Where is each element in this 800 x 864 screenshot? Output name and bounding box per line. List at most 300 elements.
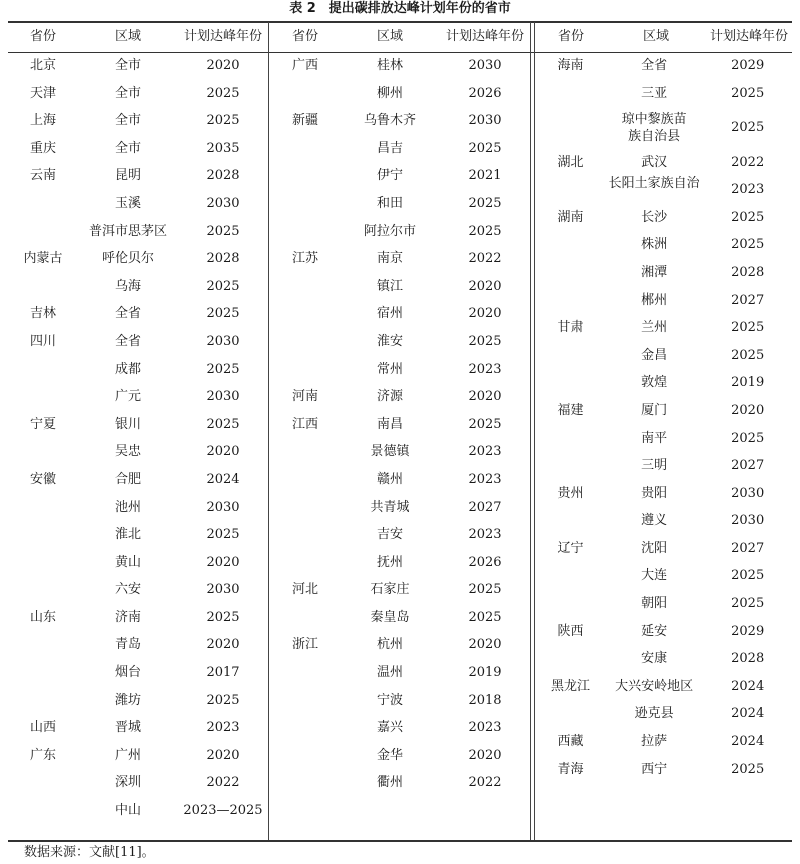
table-row bbox=[270, 190, 530, 218]
header-province: 省份 bbox=[29, 29, 56, 44]
year-cell: 2025 bbox=[731, 237, 765, 253]
year-cell: 2030 bbox=[206, 582, 240, 598]
table-row bbox=[270, 162, 530, 190]
year-cell: 2020 bbox=[206, 554, 240, 570]
province-cell bbox=[270, 218, 340, 246]
table-row bbox=[270, 769, 530, 797]
table-row bbox=[270, 494, 530, 522]
year-cell: 2026 bbox=[468, 554, 502, 570]
region-cell: 敦煌 bbox=[641, 375, 668, 391]
year-cell: 2020 bbox=[731, 402, 765, 418]
table-row bbox=[270, 742, 530, 770]
year-cell: 2022 bbox=[206, 775, 240, 791]
region-cell: 中山 bbox=[114, 803, 141, 819]
province-cell bbox=[8, 659, 78, 687]
year-cell: 2024 bbox=[731, 678, 765, 694]
region-cell: 广州 bbox=[114, 747, 141, 763]
year-cell: 2030 bbox=[206, 499, 240, 515]
province-cell: 贵州 bbox=[557, 485, 584, 501]
province-cell bbox=[536, 231, 605, 259]
region-cell: 晋城 bbox=[114, 720, 141, 736]
table-row bbox=[8, 714, 268, 742]
table-panel-1 bbox=[8, 24, 268, 825]
region-cell: 成都 bbox=[114, 361, 141, 377]
year-cell: 2025 bbox=[731, 85, 765, 101]
table-body bbox=[536, 52, 792, 783]
table-row bbox=[270, 80, 530, 108]
year-cell: 2020 bbox=[206, 747, 240, 763]
region-cell: 沈阳 bbox=[641, 540, 668, 556]
region-cell: 金昌 bbox=[641, 347, 668, 363]
table-row bbox=[270, 604, 530, 632]
year-cell: 2025 bbox=[731, 761, 765, 777]
year-cell: 2025 bbox=[206, 609, 240, 625]
year-cell: 2025 bbox=[206, 223, 240, 239]
province-cell bbox=[270, 80, 340, 108]
province-cell bbox=[8, 356, 78, 384]
table-row bbox=[536, 52, 792, 80]
table-row bbox=[270, 521, 530, 549]
table-row bbox=[536, 618, 792, 646]
table-row bbox=[270, 218, 530, 246]
table-row bbox=[536, 342, 792, 370]
province-cell bbox=[270, 273, 340, 301]
year-cell: 2025 bbox=[206, 692, 240, 708]
year-cell: 2027 bbox=[468, 499, 502, 515]
year-cell: 2030 bbox=[206, 389, 240, 405]
region-cell: 安康 bbox=[641, 651, 668, 667]
header-row bbox=[8, 24, 268, 52]
region-cell: 湘潭 bbox=[641, 264, 668, 280]
year-cell: 2025 bbox=[206, 416, 240, 432]
year-cell: 2025 bbox=[468, 416, 502, 432]
year-cell: 2030 bbox=[731, 513, 765, 529]
region-cell: 济南 bbox=[114, 609, 141, 625]
table-row bbox=[536, 590, 792, 618]
year-cell: 2025 bbox=[468, 333, 502, 349]
year-cell: 2030 bbox=[206, 333, 240, 349]
table-row bbox=[8, 273, 268, 301]
year-cell: 2023 bbox=[468, 527, 502, 543]
year-cell: 2025 bbox=[731, 596, 765, 612]
province-cell bbox=[270, 190, 340, 218]
province-cell bbox=[270, 328, 340, 356]
region-text: 琼中黎族苗族自治县 bbox=[621, 111, 687, 144]
region-cell: 吉安 bbox=[376, 527, 403, 543]
region-cell: 深圳 bbox=[114, 775, 141, 791]
province-cell bbox=[270, 438, 340, 466]
region-cell: 烟台 bbox=[114, 665, 141, 681]
table-row bbox=[8, 769, 268, 797]
province-cell bbox=[536, 287, 605, 315]
region-cell: 济源 bbox=[376, 389, 403, 405]
region-cell: 遵义 bbox=[641, 513, 668, 529]
table-row bbox=[536, 176, 792, 204]
header-region: 区域 bbox=[114, 29, 141, 44]
header-row bbox=[536, 24, 792, 52]
year-cell: 2025 bbox=[468, 195, 502, 211]
table-row bbox=[536, 452, 792, 480]
region-cell: 金华 bbox=[376, 747, 403, 763]
province-cell bbox=[270, 714, 340, 742]
table-row bbox=[536, 480, 792, 508]
table-row bbox=[536, 204, 792, 232]
table-row bbox=[270, 383, 530, 411]
year-cell: 2020 bbox=[206, 637, 240, 653]
province-cell bbox=[536, 176, 605, 204]
table-row bbox=[536, 314, 792, 342]
year-cell: 2020 bbox=[468, 637, 502, 653]
region-cell: 昆明 bbox=[114, 168, 141, 184]
header-year: 计划达峰年份 bbox=[445, 29, 524, 44]
year-cell: 2019 bbox=[468, 665, 502, 681]
column-divider-right bbox=[530, 22, 531, 840]
year-cell: 2022 bbox=[468, 251, 502, 267]
year-cell: 2025 bbox=[731, 209, 765, 225]
year-cell: 2035 bbox=[206, 140, 240, 156]
table-row bbox=[270, 328, 530, 356]
year-cell: 2025 bbox=[206, 361, 240, 377]
province-cell bbox=[8, 576, 78, 604]
year-cell: 2028 bbox=[206, 251, 240, 267]
province-cell bbox=[270, 549, 340, 577]
province-cell: 西藏 bbox=[557, 734, 584, 750]
table-row bbox=[8, 245, 268, 273]
year-cell: 2020 bbox=[468, 747, 502, 763]
province-cell bbox=[8, 631, 78, 659]
province-cell: 福建 bbox=[557, 402, 584, 418]
table-row bbox=[8, 190, 268, 218]
table-panel-2 bbox=[270, 24, 530, 797]
table-row bbox=[8, 162, 268, 190]
region-cell: 青岛 bbox=[114, 637, 141, 653]
region-cell: 西宁 bbox=[641, 761, 668, 777]
year-cell: 2025 bbox=[206, 113, 240, 129]
province-cell bbox=[8, 494, 78, 522]
province-cell bbox=[536, 645, 605, 673]
region-cell: 乌海 bbox=[114, 278, 141, 294]
region-cell: 抚州 bbox=[376, 554, 403, 570]
region-cell: 长沙 bbox=[641, 209, 668, 225]
year-cell: 2019 bbox=[731, 375, 765, 391]
province-cell bbox=[536, 507, 605, 535]
province-cell: 山西 bbox=[29, 720, 56, 736]
region-cell: 厦门 bbox=[641, 402, 668, 418]
year-cell: 2024 bbox=[731, 706, 765, 722]
province-cell bbox=[8, 797, 78, 825]
table-row bbox=[536, 673, 792, 701]
table-row bbox=[536, 287, 792, 315]
table-row bbox=[536, 535, 792, 563]
table-caption: 表 2 提出碳排放达峰计划年份的省市 bbox=[289, 1, 511, 16]
province-cell: 湖南 bbox=[557, 209, 584, 225]
province-cell bbox=[8, 190, 78, 218]
region-cell: 全省 bbox=[114, 306, 141, 322]
table-row bbox=[8, 494, 268, 522]
region-cell: 石家庄 bbox=[370, 582, 410, 598]
province-cell bbox=[536, 342, 605, 370]
table-row bbox=[8, 356, 268, 384]
top-rule bbox=[8, 21, 792, 23]
region-cell: 吴忠 bbox=[114, 444, 141, 460]
province-cell: 河北 bbox=[291, 582, 318, 598]
table-row bbox=[8, 797, 268, 825]
bottom-rule bbox=[8, 840, 792, 842]
table-body bbox=[270, 52, 530, 797]
table-row bbox=[8, 576, 268, 604]
province-cell: 黑龙江 bbox=[550, 678, 590, 694]
province-cell: 浙江 bbox=[291, 637, 318, 653]
province-cell: 重庆 bbox=[29, 140, 56, 156]
region-cell: 株洲 bbox=[641, 237, 668, 253]
region-cell: 伊宁 bbox=[376, 168, 403, 184]
year-cell: 2030 bbox=[206, 195, 240, 211]
region-cell: 三亚 bbox=[641, 85, 668, 101]
table-row bbox=[270, 300, 530, 328]
year-cell: 2020 bbox=[468, 306, 502, 322]
region-cell: 南京 bbox=[376, 251, 403, 267]
region-cell: 南昌 bbox=[376, 416, 403, 432]
year-cell: 2027 bbox=[731, 540, 765, 556]
column-divider-right-inner bbox=[534, 22, 535, 840]
province-cell: 安徽 bbox=[29, 471, 56, 487]
province-cell bbox=[8, 521, 78, 549]
region-cell: 全市 bbox=[114, 58, 141, 73]
region-cell: 普洱市思茅区 bbox=[88, 223, 167, 239]
region-cell: 和田 bbox=[376, 195, 403, 211]
province-cell bbox=[8, 383, 78, 411]
region-cell: 温州 bbox=[376, 665, 403, 681]
year-cell: 2020 bbox=[468, 278, 502, 294]
region-cell: 柳州 bbox=[376, 85, 403, 101]
region-cell: 乌鲁木齐 bbox=[363, 113, 416, 129]
province-cell bbox=[270, 659, 340, 687]
year-cell: 2028 bbox=[731, 651, 765, 667]
year-cell: 2017 bbox=[206, 665, 240, 681]
region-cell: 南平 bbox=[641, 430, 668, 446]
province-cell bbox=[270, 604, 340, 632]
source-note: 数据来源：文献[11]。 bbox=[24, 845, 155, 860]
year-cell: 2024 bbox=[206, 471, 240, 487]
year-cell: 2025 bbox=[731, 347, 765, 363]
table-row bbox=[536, 728, 792, 756]
table-row bbox=[536, 562, 792, 590]
table-row bbox=[536, 107, 792, 148]
province-cell: 甘肃 bbox=[557, 320, 584, 336]
province-cell bbox=[536, 80, 605, 108]
region-cell: 武汉 bbox=[641, 154, 668, 170]
region-cell: 秦皇岛 bbox=[370, 609, 410, 625]
province-cell: 吉林 bbox=[29, 306, 56, 322]
table-row bbox=[270, 135, 530, 163]
table-row bbox=[270, 356, 530, 384]
table-row bbox=[270, 52, 530, 80]
year-cell: 2025 bbox=[468, 140, 502, 156]
header-year: 计划达峰年份 bbox=[183, 29, 262, 44]
table-row bbox=[8, 742, 268, 770]
table-row bbox=[8, 300, 268, 328]
table-row bbox=[270, 714, 530, 742]
table-body bbox=[8, 52, 268, 825]
table-row bbox=[8, 466, 268, 494]
table-row bbox=[8, 135, 268, 163]
header-year: 计划达峰年份 bbox=[709, 29, 788, 44]
province-cell bbox=[270, 300, 340, 328]
table-row bbox=[536, 756, 792, 784]
year-cell: 2030 bbox=[468, 58, 502, 73]
year-cell: 2028 bbox=[731, 264, 765, 280]
province-cell: 江西 bbox=[291, 416, 318, 432]
province-cell: 辽宁 bbox=[557, 540, 584, 556]
table-row bbox=[270, 631, 530, 659]
region-cell: 黄山 bbox=[114, 554, 141, 570]
region-cell: 呼伦贝尔 bbox=[101, 251, 154, 267]
province-cell: 内蒙古 bbox=[23, 251, 63, 267]
year-cell: 2023 bbox=[731, 182, 765, 198]
province-cell bbox=[8, 273, 78, 301]
province-cell bbox=[536, 700, 605, 728]
region-cell bbox=[605, 111, 703, 145]
year-cell: 2029 bbox=[731, 623, 765, 639]
year-cell: 2025 bbox=[468, 223, 502, 239]
header-region: 区域 bbox=[376, 29, 403, 44]
year-cell: 2025 bbox=[206, 85, 240, 101]
province-cell: 广西 bbox=[291, 58, 318, 73]
table-row bbox=[536, 369, 792, 397]
region-cell: 淮北 bbox=[114, 527, 141, 543]
year-cell: 2020 bbox=[206, 444, 240, 460]
province-cell: 新疆 bbox=[291, 113, 318, 129]
year-cell: 2020 bbox=[206, 58, 240, 73]
region-cell: 杭州 bbox=[376, 637, 403, 653]
region-cell: 全市 bbox=[114, 85, 141, 101]
region-cell: 兰州 bbox=[641, 320, 668, 336]
province-cell: 广东 bbox=[29, 747, 56, 763]
region-cell: 潍坊 bbox=[114, 692, 141, 708]
year-cell: 2027 bbox=[731, 458, 765, 474]
region-cell: 衢州 bbox=[376, 775, 403, 791]
region-cell: 宿州 bbox=[376, 306, 403, 322]
region-cell: 三明 bbox=[641, 458, 668, 474]
table-row bbox=[270, 466, 530, 494]
year-cell: 2023 bbox=[206, 720, 240, 736]
province-cell: 四川 bbox=[29, 333, 56, 349]
table-row bbox=[270, 245, 530, 273]
region-cell: 大连 bbox=[641, 568, 668, 584]
table-row bbox=[536, 231, 792, 259]
year-cell: 2025 bbox=[731, 568, 765, 584]
region-cell: 大兴安岭地区 bbox=[615, 678, 694, 694]
region-cell: 阿拉尔市 bbox=[363, 223, 416, 239]
province-cell bbox=[536, 562, 605, 590]
region-cell: 玉溪 bbox=[114, 195, 141, 211]
table-row bbox=[270, 576, 530, 604]
header-province: 省份 bbox=[291, 29, 318, 44]
year-cell: 2023—2025 bbox=[183, 803, 263, 819]
year-cell: 2026 bbox=[468, 85, 502, 101]
table-row bbox=[536, 425, 792, 453]
region-cell: 淮安 bbox=[376, 333, 403, 349]
table-row bbox=[8, 218, 268, 246]
table-row bbox=[8, 631, 268, 659]
year-cell: 2022 bbox=[731, 154, 765, 170]
region-cell: 景德镇 bbox=[370, 444, 410, 460]
year-cell: 2023 bbox=[468, 471, 502, 487]
region-cell: 贵阳 bbox=[641, 485, 668, 501]
province-cell bbox=[270, 521, 340, 549]
table-row bbox=[270, 659, 530, 687]
table-panel-3 bbox=[536, 24, 792, 783]
header-province: 省份 bbox=[557, 29, 584, 44]
year-cell: 2030 bbox=[468, 113, 502, 129]
province-cell: 江苏 bbox=[291, 251, 318, 267]
year-cell: 2023 bbox=[468, 720, 502, 736]
province-cell: 北京 bbox=[29, 58, 56, 73]
region-cell: 全省 bbox=[114, 333, 141, 349]
table-row bbox=[8, 328, 268, 356]
year-cell: 2020 bbox=[468, 389, 502, 405]
region-cell: 镇江 bbox=[376, 278, 403, 294]
province-cell bbox=[8, 549, 78, 577]
table-row bbox=[270, 438, 530, 466]
region-cell: 合肥 bbox=[114, 471, 141, 487]
column-divider-left bbox=[268, 22, 269, 840]
table-row bbox=[536, 149, 792, 177]
table-row bbox=[536, 259, 792, 287]
table-row bbox=[536, 507, 792, 535]
region-cell: 赣州 bbox=[376, 471, 403, 487]
table-row bbox=[8, 383, 268, 411]
table-row bbox=[8, 659, 268, 687]
province-cell: 海南 bbox=[557, 58, 584, 73]
province-cell bbox=[536, 425, 605, 453]
region-cell: 朝阳 bbox=[641, 596, 668, 612]
province-cell: 云南 bbox=[29, 168, 56, 184]
province-cell bbox=[536, 452, 605, 480]
table-row bbox=[536, 397, 792, 425]
province-cell bbox=[270, 769, 340, 797]
table-row bbox=[270, 107, 530, 135]
year-cell: 2025 bbox=[731, 430, 765, 446]
year-cell: 2025 bbox=[206, 306, 240, 322]
year-cell: 2022 bbox=[468, 775, 502, 791]
region-cell: 延安 bbox=[641, 623, 668, 639]
region-cell: 银川 bbox=[114, 416, 141, 432]
region-cell: 郴州 bbox=[641, 292, 668, 308]
province-cell bbox=[270, 135, 340, 163]
region-cell: 六安 bbox=[114, 582, 141, 598]
year-cell: 2027 bbox=[731, 292, 765, 308]
province-cell bbox=[8, 438, 78, 466]
year-cell: 2028 bbox=[206, 168, 240, 184]
region-cell: 共青城 bbox=[370, 499, 410, 515]
table-row bbox=[8, 52, 268, 80]
province-cell: 上海 bbox=[29, 113, 56, 129]
province-cell: 青海 bbox=[557, 761, 584, 777]
table-row bbox=[8, 604, 268, 632]
year-cell: 2025 bbox=[731, 119, 765, 135]
table-row bbox=[270, 273, 530, 301]
province-cell: 河南 bbox=[291, 389, 318, 405]
region-cell: 昌吉 bbox=[376, 140, 403, 156]
table-row bbox=[8, 549, 268, 577]
province-cell bbox=[270, 742, 340, 770]
region-cell: 全市 bbox=[114, 140, 141, 156]
province-cell: 陕西 bbox=[557, 623, 584, 639]
province-cell bbox=[270, 162, 340, 190]
province-cell bbox=[536, 369, 605, 397]
region-cell: 长阳土家族自治 bbox=[608, 176, 700, 192]
